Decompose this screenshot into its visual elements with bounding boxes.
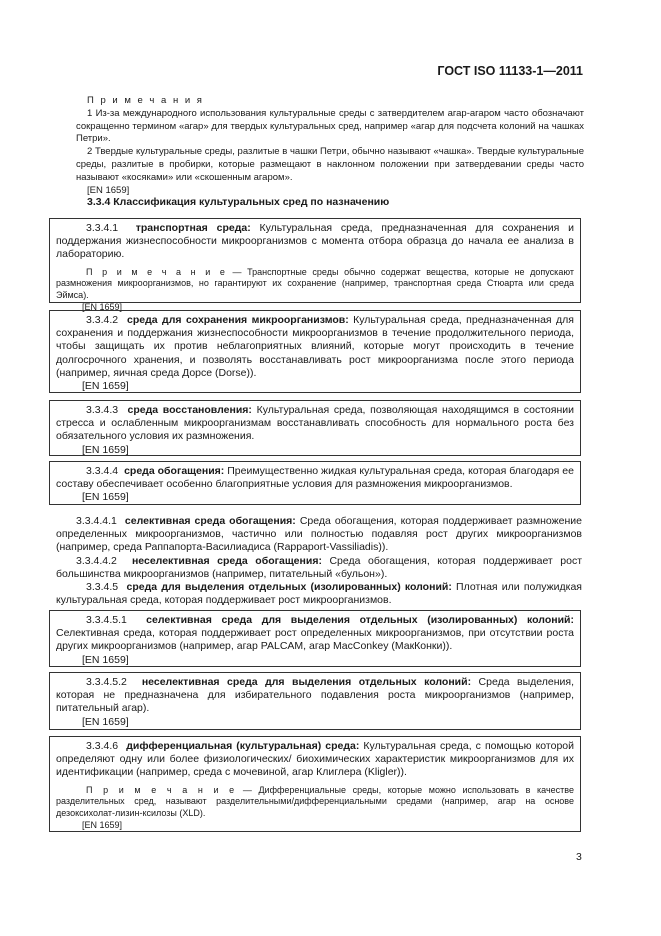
note-2: 2 Твердые культуральные среды, разлитые в чашки Петри, обычно называют «чашка». Твердые культуральные среды, разлитые в пробирки, которые размещают в наклонном положении при затвердевании среды часто называют «косяками» или «скошенным агаром». [76, 146, 584, 183]
term-name: неселективная среда для выделения отдельных колоний: [141, 676, 472, 688]
definition-body: Среда обогащения, которая поддерживает рост большинства микроорганизмов (например, питательный «бульон»). [56, 554, 583, 580]
term-name: среда для сохранения микроорганизмов: [127, 314, 349, 326]
definition-box-nonselective-isolation [49, 672, 581, 730]
definition-reference: [EN 1659] [82, 302, 123, 312]
definition-text [56, 581, 582, 607]
definition-text [56, 222, 574, 262]
definition-body: Преимущественно жидкая культуральная среда, которая благодаря ее составу обеспечивает особенно благоприятные условия для размножения микроорганизмов. [56, 465, 574, 491]
note-label: П р и м е ч а н и е [86, 266, 227, 277]
definition-box-differential [49, 736, 581, 832]
note-text: — Транспортные среды обычно содержат вещества, которые не допускают размножения микроорганизмов, но гарантируют их сохранение (например, транспортная среда Стюарта или среда Эймса). [56, 266, 574, 301]
notes-reference: [EN 1659] [87, 184, 130, 196]
notes-block [76, 95, 584, 197]
definition-reference: [EN 1659] [82, 380, 129, 393]
definition-body: Среда обогащения, которая поддерживает размножение определенных микроорганизмов, частично или полностью подавляя рост других микроорганизмов (например, среда Раппапорта-Василиадиса (Rappaport-Vassiliadis)). [56, 515, 582, 554]
note-label: П р и м е ч а н и е [86, 784, 237, 795]
definition-note [56, 267, 574, 302]
term-name: транспортная среда: [135, 222, 251, 234]
definition-reference: [EN 1659] [82, 820, 123, 830]
definition-reference: [EN 1659] [82, 491, 129, 504]
term-number: 3.3.4.4.1 [76, 515, 117, 527]
term-number: 3.3.4.1 [86, 222, 119, 234]
definition-text [56, 314, 574, 380]
definition-body: Селективная среда, которая поддерживает рост определенных микроорганизмов, при отсутствии роста других микроорганизмов (например, агар PALCAM, агар MacConkey (МакКонки)). [56, 627, 574, 653]
definition-text [56, 740, 574, 780]
section-title: 3.3.4 Классификация культуральных сред по назначению [87, 196, 390, 208]
term-number: 3.3.4.5 [86, 581, 119, 594]
term-name: среда обогащения: [124, 465, 225, 477]
definition-text [56, 465, 574, 491]
note-text: — Дифференциальные среды, которые можно использовать в качестве разделительных сред, называют разделительными/дифференциальными средами (например, агар на основе дезоксихолат-лизин-ксилозы (XLD). [56, 784, 574, 819]
definition-body: Культуральная среда, предназначенная для сохранения и поддержания жизнеспособности микроорганизмов в течение продолжительного периода, чтобы защищать их против неблагоприятных влияний, которые могут происходить в течение долгосрочного хранения, и позволять восстанавливать рост микроорганизма после этого периода (например, яичная среда Дорсе (Dorse)). [56, 314, 574, 379]
definition-text [56, 676, 574, 716]
term-number: 3.3.4.3 [86, 404, 119, 416]
definition-box-transport [49, 218, 581, 312]
term-name: среда восстановления: [127, 404, 252, 416]
definition-box-selective-isolation [49, 610, 581, 667]
term-number: 3.3.4.5.1 [86, 614, 127, 626]
term-number: 3.3.4.4.2 [76, 554, 117, 567]
term-name: неселективная среда обогащения: [131, 554, 322, 567]
page-number: 3 [576, 851, 582, 863]
notes-heading: П р и м е ч а н и я [87, 95, 204, 106]
term-number: 3.3.4.5.2 [86, 676, 127, 688]
definition-reference: [EN 1659] [82, 653, 129, 666]
note-1: 1 Из-за международного использования культуральные среды с затвердителем агар-агаром часто обозначают сокращенно термином «агар» для твердых культуральных сред, например «агар для подсчета колоний на чашках Петри». [76, 107, 584, 145]
definition-box-recovery [49, 400, 581, 456]
definitions-unboxed [56, 515, 582, 607]
definition-text [56, 515, 582, 555]
definition-body: Культуральная среда, предназначенная для сохранения и поддержания жизнеспособности микроорганизмов с момента отбора образца до начала ее анализа в лабораторию. [56, 222, 574, 261]
term-name: селективная среда обогащения: [124, 515, 296, 527]
definition-body: Плотная или полужидкая культуральная среда, которая поддерживает рост микроорганизмов. [56, 581, 582, 607]
definition-box-preservation [49, 310, 581, 393]
term-name: среда для выделения отдельных (изолированных) колоний: [126, 581, 452, 594]
term-number: 3.3.4.2 [86, 314, 119, 326]
document-header: ГОСТ ISO 11133-1—2011 [437, 64, 583, 78]
definition-reference: [EN 1659] [82, 715, 129, 728]
definition-box-enrichment [49, 461, 581, 505]
term-name: дифференциальная (культуральная) среда: [126, 740, 360, 752]
term-number: 3.3.4.6 [86, 740, 119, 752]
definition-note [56, 785, 574, 820]
definition-text [56, 404, 574, 444]
definition-text [56, 555, 582, 581]
definition-reference: [EN 1659] [82, 443, 129, 456]
term-number: 3.3.4.4 [86, 465, 119, 477]
definition-text [56, 614, 574, 654]
term-name: селективная среда для выделения отдельных (изолированных) колоний: [146, 614, 574, 626]
definition-body: Культуральная среда, с помощью которой определяют одну или более физиологических/ биохимических характеристик микроорганизмов для их идентификации (например, среда с мочевиной, агар Клиглера (Kligler)). [56, 740, 574, 779]
definition-body: Среда выделения, которая не предназначена для избирательного подавления роста микроорганизмов (например, питательный агар). [56, 676, 574, 715]
definition-body: Культуральная среда, позволяющая находящимся в состоянии стресса и ослабленным микроорганизмам восстанавливать способность для нормального роста без обязательного условия их размножения. [56, 404, 574, 443]
